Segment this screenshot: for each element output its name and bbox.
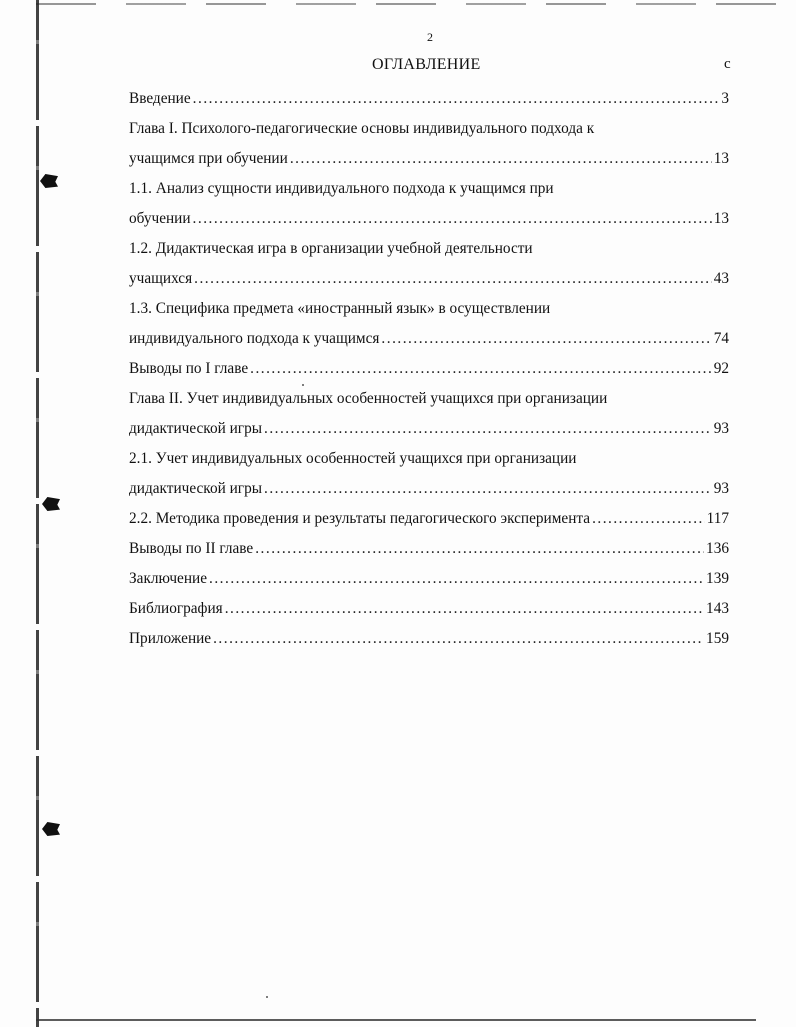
toc-leader-dots: [193, 204, 712, 234]
toc-line: [129, 294, 729, 324]
toc-line: [129, 474, 729, 504]
toc-entry-text: 1.1. Анализ сущности индивидуального подхода к учащимся при: [129, 180, 554, 197]
toc-line: [129, 114, 729, 144]
toc-entry-text: индивидуального подхода к учащимся: [129, 330, 380, 347]
toc-page-number: 13: [713, 210, 729, 227]
toc-page-number: 139: [706, 570, 729, 587]
toc-leader-dots: [194, 264, 712, 294]
toc-leader-dots: [290, 144, 712, 174]
toc-leader-dots: [193, 84, 720, 114]
scan-speck: [266, 996, 268, 998]
toc-page-number: 93: [713, 420, 729, 437]
toc-entry-text: Выводы по II главе: [129, 540, 254, 557]
toc-leader-dots: [381, 324, 711, 354]
toc-line: [129, 174, 729, 204]
toc-line: [129, 84, 729, 114]
page-number: 2: [427, 30, 433, 44]
toc-entry-text: Глава II. Учет индивидуальных особенностей учащихся при организации: [129, 390, 608, 407]
toc-page-number: 159: [706, 630, 729, 647]
punch-hole-mark: [42, 497, 60, 511]
toc-entry-text: дидактической игры: [129, 420, 262, 437]
toc-line: [129, 624, 729, 654]
page-title: ОГЛАВЛЕНИЕ: [372, 56, 481, 73]
page-column-label: с: [724, 56, 731, 72]
toc-line: [129, 354, 729, 384]
toc-page-number: 93: [713, 480, 729, 497]
toc-leader-dots: [213, 624, 704, 654]
toc-entry-text: дидактической игры: [129, 480, 262, 497]
toc-entry-text: Выводы по I главе: [129, 360, 249, 377]
toc-line: [129, 444, 729, 474]
toc-entry-text: 1.2. Дидактическая игра в организации учебной деятельности: [129, 240, 533, 257]
toc-line: [129, 594, 729, 624]
toc-entry-text: Приложение: [129, 630, 212, 647]
toc-page-number: 136: [706, 540, 729, 557]
toc-page-number: 3: [721, 90, 729, 107]
toc-line: [129, 264, 729, 294]
toc-line: [129, 534, 729, 564]
toc-leader-dots: [264, 414, 712, 444]
toc-leader-dots: [592, 504, 705, 534]
toc-leader-dots: [255, 534, 704, 564]
toc-line: [129, 414, 729, 444]
toc-entry-text: Введение: [129, 90, 191, 107]
punch-hole-mark: [40, 174, 58, 188]
toc-line: [129, 204, 729, 234]
toc-leader-dots: [264, 474, 712, 504]
toc-leader-dots: [250, 354, 712, 384]
toc-line: [129, 504, 729, 534]
toc-entry-text: учащихся: [129, 270, 193, 287]
scan-bottom-edge: [36, 1019, 756, 1021]
toc-line: [129, 384, 729, 414]
scan-left-edge: [36, 0, 39, 1027]
toc-entry-text: Заключение: [129, 570, 208, 587]
toc-page-number: 117: [706, 510, 729, 527]
toc-line: [129, 324, 729, 354]
scan-top-edge: [36, 3, 778, 5]
toc-leader-dots: [225, 594, 704, 624]
toc-entry-text: Глава I. Психолого-педагогические основы индивидуального подхода к: [129, 120, 595, 137]
toc-page-number: 43: [713, 270, 729, 287]
toc-entry-text: Библиография: [129, 600, 223, 617]
toc-page-number: 74: [713, 330, 729, 347]
toc-entry-text: 1.3. Специфика предмета «иностранный язык» в осуществлении: [129, 300, 551, 317]
toc-line: [129, 564, 729, 594]
toc-entry-text: 2.1. Учет индивидуальных особенностей учащихся при организации: [129, 450, 577, 467]
toc-entry-text: учащимся при обучении: [129, 150, 288, 167]
toc-line: [129, 234, 729, 264]
table-of-contents: [129, 84, 729, 654]
toc-entry-text: 2.2. Методика проведения и результаты педагогического эксперимента: [129, 510, 591, 527]
toc-leader-dots: [209, 564, 704, 594]
punch-hole-mark: [42, 822, 60, 836]
toc-line: [129, 144, 729, 174]
toc-page-number: 143: [706, 600, 729, 617]
toc-page-number: 13: [713, 150, 729, 167]
toc-entry-text: обучении: [129, 210, 191, 227]
toc-page-number: 92: [713, 360, 729, 377]
